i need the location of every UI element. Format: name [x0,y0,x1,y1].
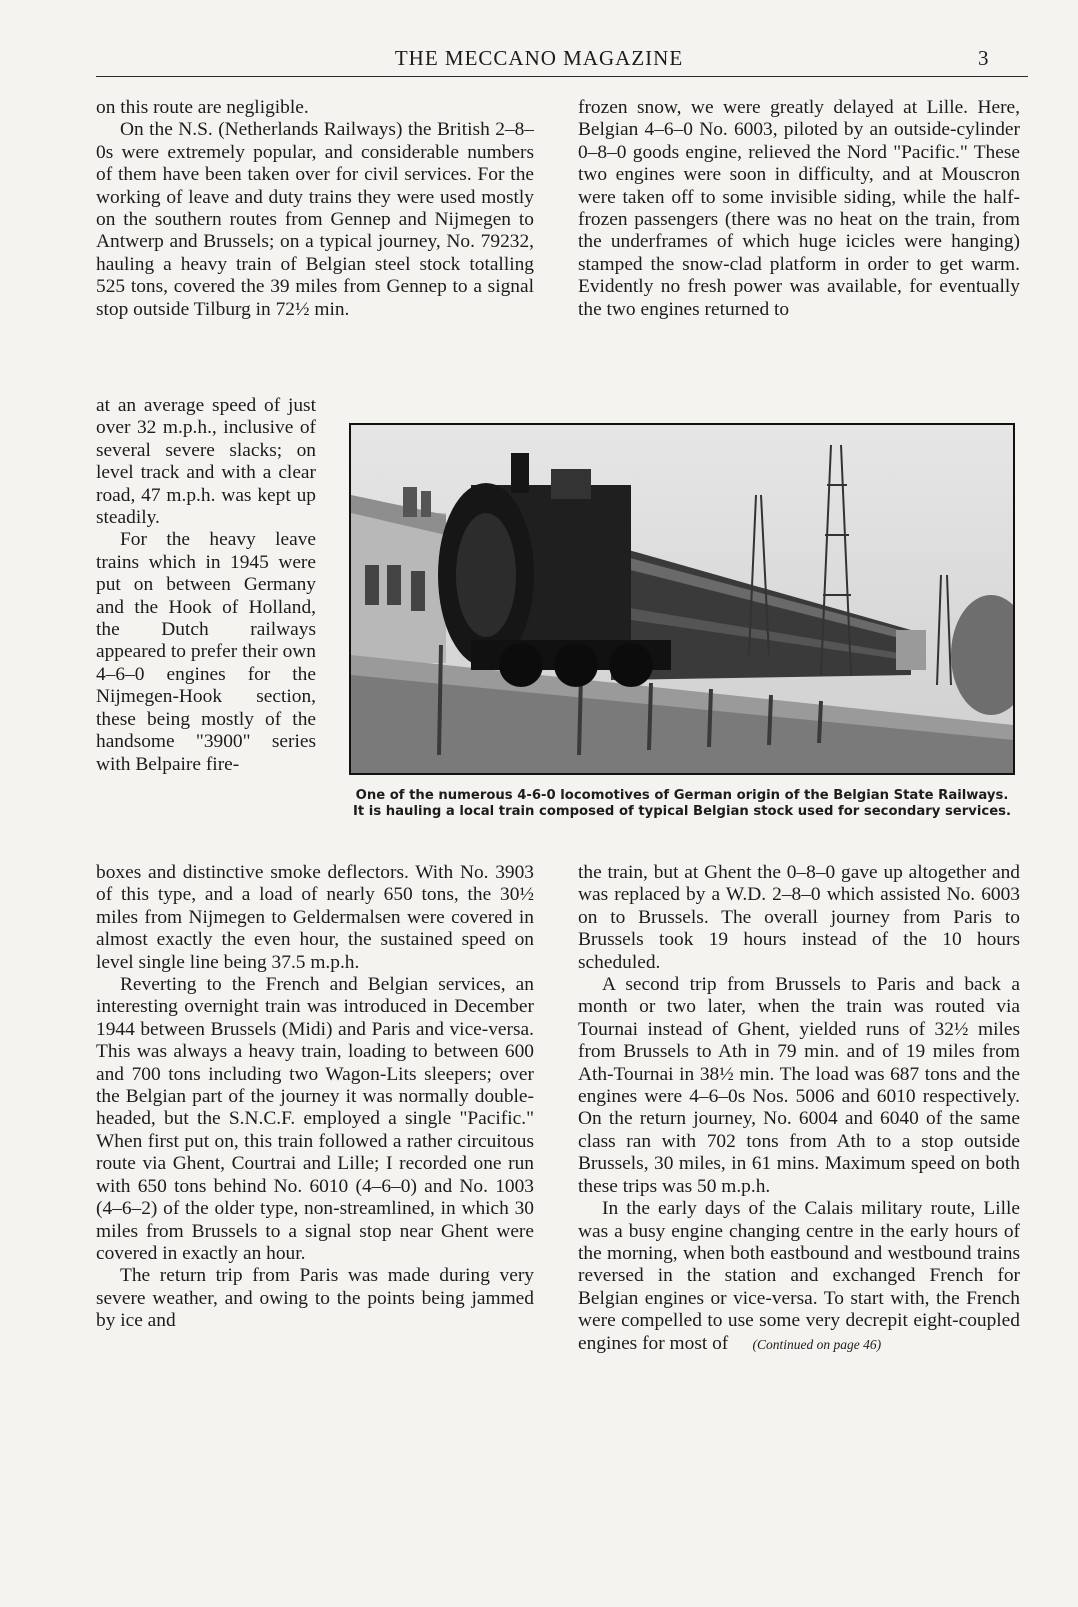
locomotive-illustration [351,425,1013,773]
right-column-top [578,97,1020,321]
paragraph: boxes and distinctive smoke deflectors. With No. 3903 of this type, and a load of nearly 650 tons, the 30½ miles from Nijmegen to Geldermalsen were covered in almost exactly the even hour, the sustained speed on level single line being 37.5 m.p.h. [96,862,534,973]
paragraph: The return trip from Paris was made during very severe weather, and owing to the points being jammed by ice and [96,1265,534,1332]
paragraph: Reverting to the French and Belgian services, an interesting overnight train was introduced in December 1944 between Brussels (Midi) and Paris and vice-versa. This was always a heavy train, loading to between 600 and 700 tons including two Wagon-Lits sleepers; over the Belgian part of the journey it was normally double-headed, but the S.N.C.F. employed a single "Pacific." When first put on, this train followed a rather circuitous route via Ghent, Courtrai and Lille; I recorded one run with 650 tons behind No. 6010 (4–6–0) and No. 1003 (4–6–2) of the older type, non-streamlined, in which 30 miles from Brussels to a signal stop near Ghent were covered in exactly an hour. [96,974,534,1264]
left-column-narrow [96,395,316,776]
paragraph: On the N.S. (Netherlands Railways) the British 2–8–0s were extremely popular, and considerable numbers of them have been taken over for civil services. For the working of leave and duty trains they were used mostly on the southern routes from Gennep and Nijmegen to Antwerp and Brussels; on a typical journey, No. 79232, hauling a heavy train of Belgian steel stock totalling 525 tons, covered the 39 miles from Gennep to a signal stop outside Tilburg in 72½ min. [96,119,534,320]
page-number: 3 [978,46,989,70]
paragraph: frozen snow, we were greatly delayed at Lille. Here, Belgian 4–6–0 No. 6003, piloted by an outside-cylinder 0–8–0 goods engine, relieved the Nord "Pacific." These two engines were soon in difficulty, and at Mouscron were taken off to some invisible siding, while the half-frozen passengers (there was no heat on the train, from the underframes of which huge icicles were hanging) stamped the snow-clad platform in order to get warm. Evidently no fresh power was available, for eventually the two engines returned to [578,97,1020,320]
photo-caption: One of the numerous 4-6-0 locomotives of German origin of the Belgian State Railways. It is hauling a local train composed of typical Belgian stock used for secondary services. [353,788,1011,819]
left-column-bottom [96,862,534,1333]
page-header-title: THE MECCANO MAGAZINE [394,46,684,70]
paragraph: A second trip from Brussels to Paris and back a month or two later, when the train was routed via Tournai instead of Ghent, yielded runs of 32½ miles from Brussels to Ath in 79 min. and of 19 miles from Ath-Tournai in 38½ min. The load was 687 tons and the engines were 4–6–0s Nos. 5006 and 6010 respectively. On the return journey, No. 6004 and 6040 of the same class ran with 702 tons from Ath to a stop outside Brussels, 30 miles, in 61 mins. Maximum speed on both these trips was 50 m.p.h. [578,974,1020,1197]
paragraph: at an average speed of just over 32 m.p.h., inclusive of several severe slacks; on level track and with a clear road, 47 m.p.h. was kept up steadily. [96,395,316,529]
paragraph [578,1198,1020,1356]
locomotive-photo [349,423,1015,775]
header-rule [96,76,1028,77]
right-column-bottom [578,862,1020,1356]
paragraph: on this route are negligible. [96,97,309,118]
paragraph: the train, but at Ghent the 0–8–0 gave up altogether and was replaced by a W.D. 2–8–0 which assisted No. 6003 on to Brussels. The overall journey from Paris to Brussels took 19 hours instead of the 10 hours scheduled. [578,862,1020,973]
paragraph: For the heavy leave trains which in 1945 were put on between Germany and the Hook of Holland, the Dutch railways appeared to prefer their own 4–6–0 engines for the Nijmegen-Hook section, these being mostly of the handsome "3900" series with Belpaire fire- [96,529,316,775]
left-column-top [96,97,534,321]
continued-note: (Continued on page 46) [752,1336,882,1352]
paragraph-text: In the early days of the Calais military route, Lille was a busy engine changing centre in the early hours of the morning, when both eastbound and westbound trains reversed in the station and exchanged French for Belgian engines or vice-versa. To start with, the French were compelled to use some very decrepit eight-coupled engines for most of [578,1198,1020,1354]
